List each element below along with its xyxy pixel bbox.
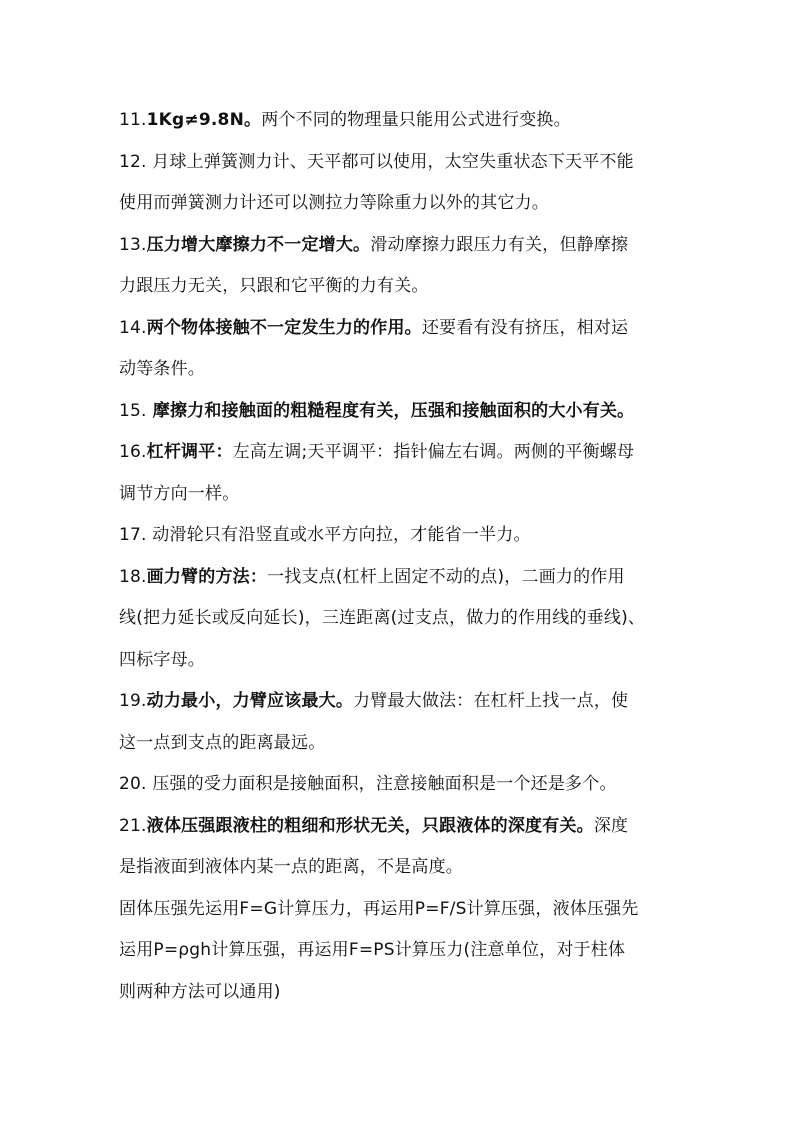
line-17 bbox=[119, 764, 719, 806]
line-22 bbox=[119, 972, 719, 1014]
line-5 bbox=[119, 266, 719, 308]
line-9 bbox=[119, 432, 719, 474]
line-6 bbox=[119, 308, 719, 350]
body-text: 使用而弹簧测力计还可以测拉力等除重力以外的其它力。 bbox=[119, 193, 549, 213]
body-text: 还要看有没有挤压，相对运 bbox=[421, 317, 629, 338]
line-21 bbox=[119, 930, 719, 972]
bold-text: 1Kg≠9.8N。 bbox=[146, 110, 262, 130]
line-10 bbox=[119, 474, 719, 516]
body-text: 运用P=ρgh计算压强，再运用F=PS计算压力(注意单位，对于柱体 bbox=[119, 940, 626, 960]
bold-text: 两个物体接触不一定发生力的作用。 bbox=[146, 317, 422, 338]
item-number: 11. bbox=[119, 110, 147, 130]
line-15 bbox=[119, 681, 719, 723]
line-8 bbox=[119, 391, 719, 433]
body-text: 压强的受力面积是接触面积，注意接触面积是一个还是多个。 bbox=[146, 774, 617, 794]
body-text: 两个不同的物理量只能用公式进行变换。 bbox=[261, 110, 571, 130]
line-4 bbox=[119, 225, 719, 267]
body-text: 一找支点(杠杆上固定不动的点)，二画力的作用 bbox=[267, 566, 625, 587]
line-16 bbox=[119, 723, 719, 765]
bold-text: 画力臂的方法： bbox=[146, 566, 268, 587]
body-text: 调节方向一样。 bbox=[119, 483, 240, 504]
body-text: 是指液面到液体内某一点的距离，不是高度。 bbox=[119, 857, 463, 877]
item-number: 18. bbox=[119, 566, 147, 587]
line-7 bbox=[119, 349, 719, 391]
body-text: 深度 bbox=[593, 815, 629, 836]
body-text: 力臂最大做法：在杠杆上找一点，使 bbox=[353, 691, 629, 711]
item-number: 13. bbox=[119, 234, 147, 255]
body-text: 线(把力延长或反向延长)，三连距离(过支点，做力的作用线的垂线)、 bbox=[119, 608, 646, 628]
line-20 bbox=[119, 889, 719, 931]
body-text: 力跟压力无关，只跟和它平衡的力有关。 bbox=[119, 276, 429, 296]
body-text: 月球上弹簧测力计、天平都可以使用，太空失重状态下天平不能 bbox=[146, 151, 634, 172]
bold-text: 摩擦力和接触面的粗糙程度有关，压强和接触面积的大小有关。 bbox=[146, 400, 635, 421]
line-2 bbox=[119, 142, 719, 184]
body-text: 动等条件。 bbox=[119, 359, 205, 379]
line-13 bbox=[119, 598, 719, 640]
body-text: 固体压强先运用F=G计算压力，再运用P=F/S计算压强，液体压强先 bbox=[119, 898, 639, 919]
body-text: 滑动摩擦力跟压力有关，但静摩擦 bbox=[370, 234, 629, 255]
line-18 bbox=[119, 806, 719, 848]
item-number: 12. bbox=[119, 151, 147, 172]
body-text: 这一点到支点的距离最远。 bbox=[119, 732, 326, 753]
body-text: 四标字母。 bbox=[119, 649, 205, 670]
line-19 bbox=[119, 847, 719, 889]
bold-text: 杠杆调平： bbox=[146, 442, 233, 462]
document-body bbox=[119, 100, 719, 1013]
item-number: 16. bbox=[119, 442, 147, 462]
item-number: 19. bbox=[119, 691, 147, 711]
body-text: 则两种方法可以通用) bbox=[119, 981, 281, 1002]
item-number: 15. bbox=[119, 400, 147, 421]
bold-text: 压力增大摩擦力不一定增大。 bbox=[146, 234, 371, 255]
body-text: 动滑轮只有沿竖直或水平方向拉，才能省一半力。 bbox=[146, 525, 531, 545]
item-number: 21. bbox=[119, 815, 147, 836]
bold-text: 动力最小，力臂应该最大。 bbox=[146, 691, 354, 711]
line-3 bbox=[119, 183, 719, 225]
line-14 bbox=[119, 640, 719, 682]
item-number: 14. bbox=[119, 317, 147, 338]
body-text: 左高左调;天平调平：指针偏左右调。两侧的平衡螺母 bbox=[232, 442, 635, 462]
line-1 bbox=[119, 100, 719, 142]
item-number: 20. bbox=[119, 774, 147, 794]
item-number: 17. bbox=[119, 525, 147, 545]
line-11 bbox=[119, 515, 719, 557]
bold-text: 液体压强跟液柱的粗细和形状无关，只跟液体的深度有关。 bbox=[146, 815, 594, 836]
line-12 bbox=[119, 557, 719, 599]
